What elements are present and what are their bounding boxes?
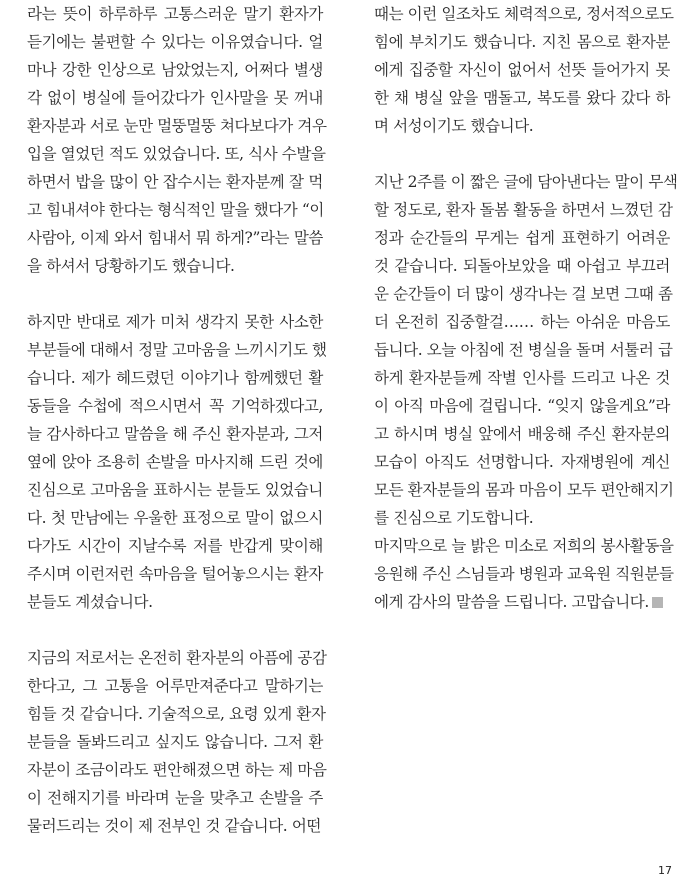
text-line: 모습이 아직도 선명합니다. 자재병원에 계신 [374, 453, 670, 471]
text-line: 를 진심으로 기도합니다. [374, 509, 534, 527]
left-column [27, 0, 327, 840]
text-line: 고 하시며 병실 앞에서 배웅해 주신 환자분의 [374, 425, 670, 443]
text-line: 옆에 앉아 조용히 손발을 마사지해 드린 것에 [27, 453, 323, 471]
text-line: 한 채 병실 앞을 맴돌고, 복도를 왔다 갔다 하 [374, 89, 670, 107]
text-line: 에게 집중할 자신이 없어서 선뜻 들어가지 못 [374, 61, 670, 79]
text-line: 때는 이런 일조차도 체력적으로, 정서적으로도 [374, 5, 674, 23]
text-line [374, 140, 670, 168]
text-line: 분들을 돌봐드리고 싶지도 않습니다. 그저 환 [27, 733, 323, 751]
text-line: 하지만 반대로 제가 미처 생각지 못한 사소한 [27, 313, 323, 331]
text-line: 진심으로 고마움을 표하시는 분들도 있었습니 [27, 481, 323, 499]
text-line: 더 온전히 집중할걸…… 하는 아쉬운 마음도 [374, 313, 670, 331]
text-line: 사람아, 이제 와서 힘내서 뭐 하게?”라는 말씀 [27, 229, 323, 247]
text-line: 다. 첫 만남에는 우울한 표정으로 말이 없으시 [27, 509, 323, 527]
text-line [27, 280, 323, 308]
text-line [27, 616, 323, 644]
text-line: 고 힘내셔야 한다는 형식적인 말을 했다가 “이 [27, 201, 325, 219]
text-line: 듭니다. 오늘 아침에 전 병실을 돌며 서툴러 급 [374, 341, 673, 359]
text-line: 늘 감사하다고 말씀을 해 주신 환자분과, 그저 [27, 425, 323, 443]
text-line: 하게 환자분들께 작별 인사를 드리고 나온 것 [374, 369, 670, 387]
text-line: 각 없이 병실에 들어갔다가 인사말을 못 꺼내 [27, 89, 323, 107]
text-line: 응원해 주신 스님들과 병원과 교육원 직원분들 [374, 565, 674, 583]
text-line: 환자분과 서로 눈만 멀뚱멀뚱 쳐다보다가 겨우 [27, 117, 327, 135]
text-line: 모든 환자분들의 몸과 마음이 모두 편안해지기 [374, 481, 674, 499]
text-line: 하면서 밥을 많이 안 잡수시는 환자분께 잘 먹 [27, 173, 323, 191]
text-line: 듣기에는 불편할 수 있다는 이유였습니다. 얼 [27, 33, 323, 51]
text-line: 지금의 저로서는 온전히 환자분의 아픔에 공감 [27, 649, 327, 667]
text-line: 이 아직 마음에 걸립니다. “잊지 않을게요”라 [374, 397, 670, 415]
text-line: 을 하셔서 당황하기도 했습니다. [27, 257, 235, 275]
text-line: 분들도 계셨습니다. [27, 593, 153, 611]
text-line: 운 순간들이 더 많이 생각나는 걸 보면 그때 좀 [374, 285, 673, 303]
text-line: 주시며 이런저런 속마음을 털어놓으시는 환자 [27, 565, 323, 583]
text-line: 다가도 시간이 지날수록 저를 반갑게 맞이해 [27, 537, 323, 555]
text-line: 물러드리는 것이 제 전부인 것 같습니다. 어떤 [27, 817, 322, 835]
text-line: 것 같습니다. 되돌아보았을 때 아쉽고 부끄러 [374, 257, 670, 275]
text-line: 습니다. 제가 헤드렸던 이야기나 함께했던 활 [27, 369, 323, 387]
text-line: 며 서성이기도 했습니다. [374, 117, 534, 135]
text-line: 입을 열었던 적도 있었습니다. 또, 식사 수발을 [27, 145, 326, 163]
text-line: 힘에 부치기도 했습니다. 지친 몸으로 환자분 [374, 33, 670, 51]
right-column [374, 0, 678, 616]
text-line: 힘들 것 같습니다. 기술적으로, 요령 있게 환자 [27, 705, 326, 723]
text-line: 동들을 수첩에 적으시면서 꼭 기억하겠다고, [27, 397, 323, 415]
text-line: 라는 뜻이 하루하루 고통스러운 말기 환자가 [27, 5, 323, 23]
page-number: 17 [658, 864, 672, 877]
text-line: 부분들에 대해서 정말 고마움을 느끼시기도 했 [27, 341, 327, 359]
text-line: 마지막으로 늘 밝은 미소로 저희의 봉사활동을 [374, 537, 674, 555]
text-line: 마나 강한 인상으로 남았었는지, 어쩌다 별생 [27, 61, 323, 79]
text-line: 자분이 조금이라도 편안해졌으면 하는 제 마음 [27, 761, 327, 779]
end-of-article-mark [652, 597, 663, 608]
text-line: 한다고, 그 고통을 어루만져준다고 말하기는 [27, 677, 323, 695]
text-line: 지난 2주를 이 짧은 글에 담아낸다는 말이 무색 [374, 173, 678, 191]
text-line: 할 정도로, 환자 돌봄 활동을 하면서 느꼈던 감 [374, 201, 673, 219]
text-line: 에게 감사의 말씀을 드립니다. 고맙습니다. [374, 588, 670, 616]
text-line: 이 전해지기를 바라며 눈을 맞추고 손발을 주 [27, 789, 323, 807]
text-line: 정과 순간들의 무게는 쉽게 표현하기 어려운 [374, 229, 670, 247]
